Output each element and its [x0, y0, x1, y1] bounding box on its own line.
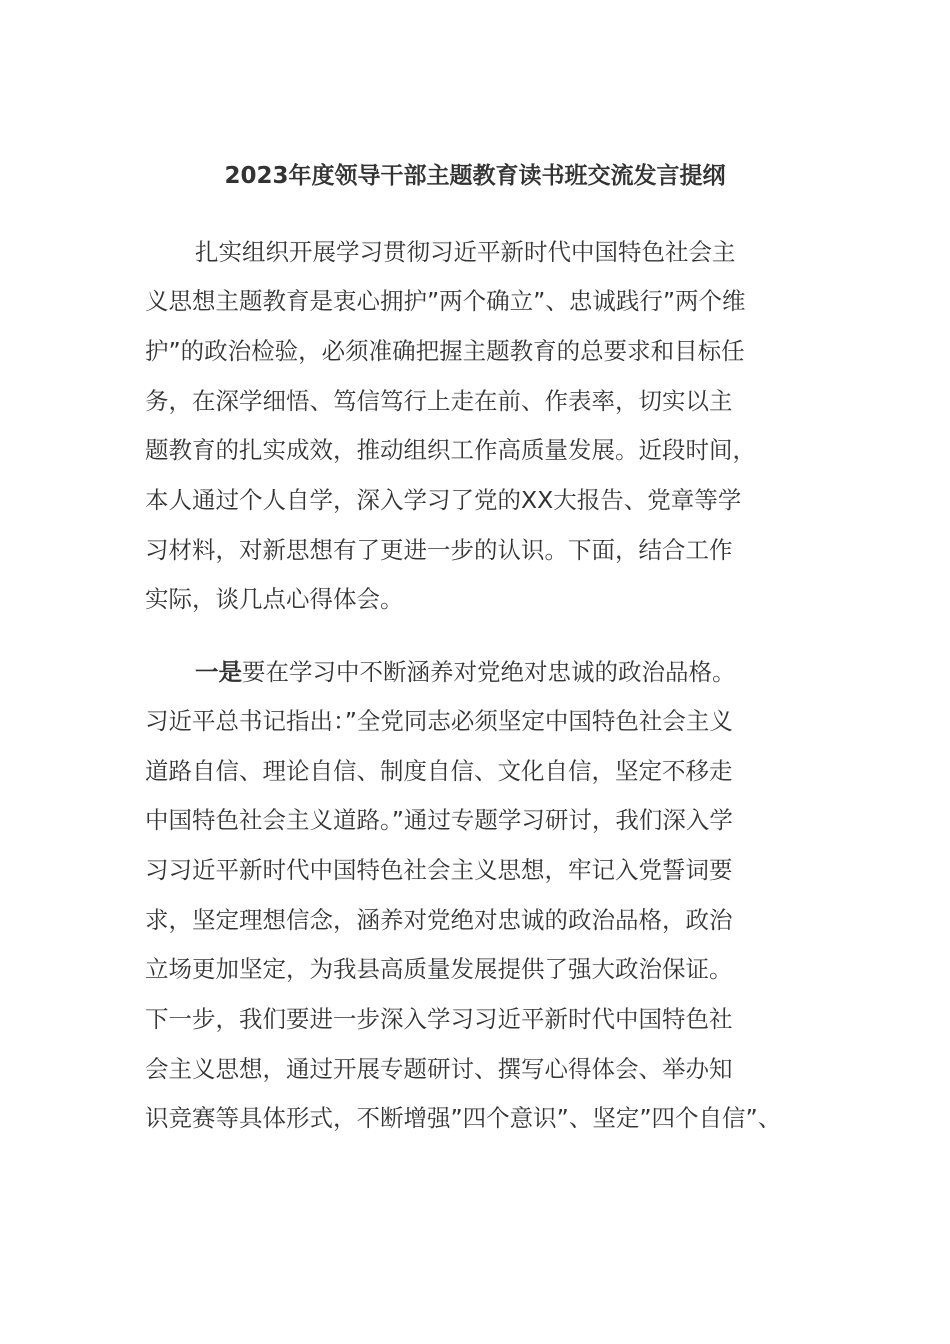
- document-title: 2023年度领导干部主题教育读书班交流发言提纲: [224, 163, 726, 189]
- paragraph-2-line-3: 道路自信、理论自信、制度自信、文化自信，坚定不移走: [145, 757, 733, 785]
- paragraph-2-line-7: 立场更加坚定，为我县高质量发展提供了强大政治保证。: [145, 955, 733, 983]
- paragraph-2-line-1: [195, 654, 736, 690]
- paragraph-2-line-6: 求，坚定理想信念，涵养对党绝对忠诚的政治品格，政治: [145, 906, 733, 934]
- paragraph-2-lead: 一是: [195, 658, 242, 686]
- paragraph-1-line-1: 扎实组织开展学习贯彻习近平新时代中国特色社会主: [195, 238, 736, 266]
- paragraph-1-line-4: 务，在深学细悟、笃信笃行上走在前、作表率，切实以主: [145, 387, 733, 415]
- paragraph-1-line-5: 题教育的扎实成效，推动组织工作高质量发展。近段时间，: [145, 436, 756, 464]
- paragraph-2-line-4: 中国特色社会主义道路。”通过专题学习研讨，我们深入学: [145, 806, 733, 834]
- paragraph-1-line-3: 护”的政治检验，必须准确把握主题教育的总要求和目标任: [145, 337, 745, 365]
- paragraph-2-line-2: 习近平总书记指出：”全党同志必须坚定中国特色社会主义: [145, 707, 733, 735]
- paragraph-2-line-9: 会主义思想，通过开展专题研讨、撰写心得体会、举办知: [145, 1055, 733, 1083]
- paragraph-2-first-line-text: 要在学习中不断涵养对党绝对忠诚的政治品格。: [242, 658, 736, 686]
- paragraph-2-line-10: 识竞赛等具体形式，不断增强”四个意识”、坚定”四个自信”、: [145, 1104, 782, 1132]
- paragraph-2-line-5: 习习近平新时代中国特色社会主义思想，牢记入党誓词要: [145, 856, 733, 884]
- paragraph-2-line-8: 下一步，我们要进一步深入学习习近平新时代中国特色社: [145, 1005, 733, 1033]
- paragraph-1-line-6: 本人通过个人自学，深入学习了党的XX大报告、党章等学: [145, 486, 742, 514]
- paragraph-1-line-2: 义思想主题教育是衷心拥护”两个确立”、忠诚践行”两个维: [145, 287, 746, 315]
- paragraph-1-line-8: 实际，谈几点心得体会。: [145, 585, 404, 613]
- paragraph-1-line-7: 习材料，对新思想有了更进一步的认识。下面，结合工作: [145, 536, 733, 564]
